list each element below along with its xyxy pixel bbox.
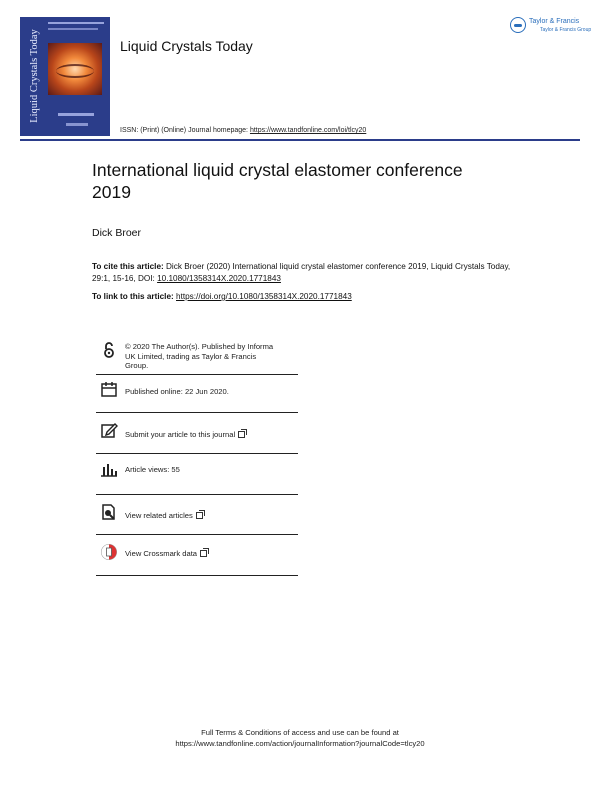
- crossmark-label: View Crossmark data: [125, 549, 198, 558]
- publisher-logo-sub: Taylor & Francis Group: [540, 27, 592, 33]
- publisher-logo[interactable]: [510, 17, 590, 35]
- license-row: [96, 336, 298, 375]
- external-link-icon: [238, 431, 245, 438]
- footer-terms-text: Full Terms & Conditions of access and use can be found at: [201, 728, 399, 737]
- bar-chart-icon: [100, 460, 118, 478]
- license-line: Group.: [125, 361, 149, 370]
- license-line: © 2020 The Author(s). Published by Informa: [125, 342, 274, 351]
- related-label: View related articles: [125, 511, 193, 520]
- link-label: To link to this article:: [92, 292, 177, 301]
- related-row[interactable]: [96, 495, 298, 535]
- cover-spine-title: Liquid Crystals Today: [29, 29, 40, 123]
- issn-label: ISSN: (Print) (Online) Journal homepage:: [120, 127, 250, 134]
- open-access-icon: [100, 341, 118, 359]
- published-date: Published online: 22 Jun 2020.: [125, 387, 229, 396]
- license-text: [125, 342, 273, 371]
- related-articles-icon: [100, 503, 118, 521]
- author-name: Dick Broer: [92, 227, 142, 239]
- publisher-logo-name: Taylor & Francis: [529, 18, 580, 25]
- license-line: UK Limited, trading as Taylor & Francis: [125, 351, 257, 361]
- article-info-panel: [96, 336, 298, 576]
- submit-row[interactable]: [96, 413, 298, 454]
- crossmark-link[interactable]: [125, 549, 207, 559]
- header-divider: [20, 139, 580, 141]
- cover-decoration: [58, 113, 94, 116]
- journal-title: Liquid Crystals Today: [120, 38, 253, 54]
- cover-artwork: [48, 43, 102, 95]
- article-title-line: 2019: [92, 182, 131, 202]
- publisher-logo-icon: [510, 17, 526, 33]
- article-url-link[interactable]: https://doi.org/10.1080/1358314X.2020.1771843: [176, 292, 352, 301]
- citation: [92, 261, 522, 285]
- article-link-line: [92, 292, 352, 301]
- article-title: [92, 159, 532, 203]
- cover-decoration: [48, 28, 98, 30]
- crossmark-icon: [100, 543, 118, 561]
- cover-decoration: [48, 22, 104, 24]
- views-row: [96, 454, 298, 495]
- journal-homepage-link[interactable]: https://www.tandfonline.com/loi/tlcy20: [249, 127, 367, 134]
- crossmark-row[interactable]: [96, 535, 298, 576]
- citation-label: To cite this article:: [92, 262, 164, 271]
- external-link-icon: [196, 512, 203, 519]
- citation-text: Dick Broer (2020) International liquid crystal elastomer conference 2019, Liquid Crystals Today, 29:1, 15-16, DOI:: [92, 262, 511, 283]
- cover-decoration: [66, 123, 88, 126]
- footer: [0, 727, 600, 749]
- submit-article-link[interactable]: [125, 430, 245, 440]
- footer-terms-link[interactable]: https://www.tandfonline.com/action/journalInformation?journalCode=tlcy20: [175, 739, 425, 748]
- published-row: [96, 375, 298, 413]
- journal-cover-image: [20, 17, 110, 136]
- external-link-icon: [200, 550, 207, 557]
- calendar-icon: [100, 380, 118, 398]
- article-title-line: International liquid crystal elastomer conference: [92, 160, 463, 180]
- doi-link[interactable]: 10.1080/1358314X.2020.1771843: [157, 274, 281, 283]
- article-views: Article views: 55: [125, 465, 180, 474]
- related-articles-link[interactable]: [125, 511, 203, 521]
- submit-label: Submit your article to this journal: [125, 430, 236, 439]
- edit-icon: [100, 421, 118, 439]
- issn-homepage-line: [120, 127, 366, 134]
